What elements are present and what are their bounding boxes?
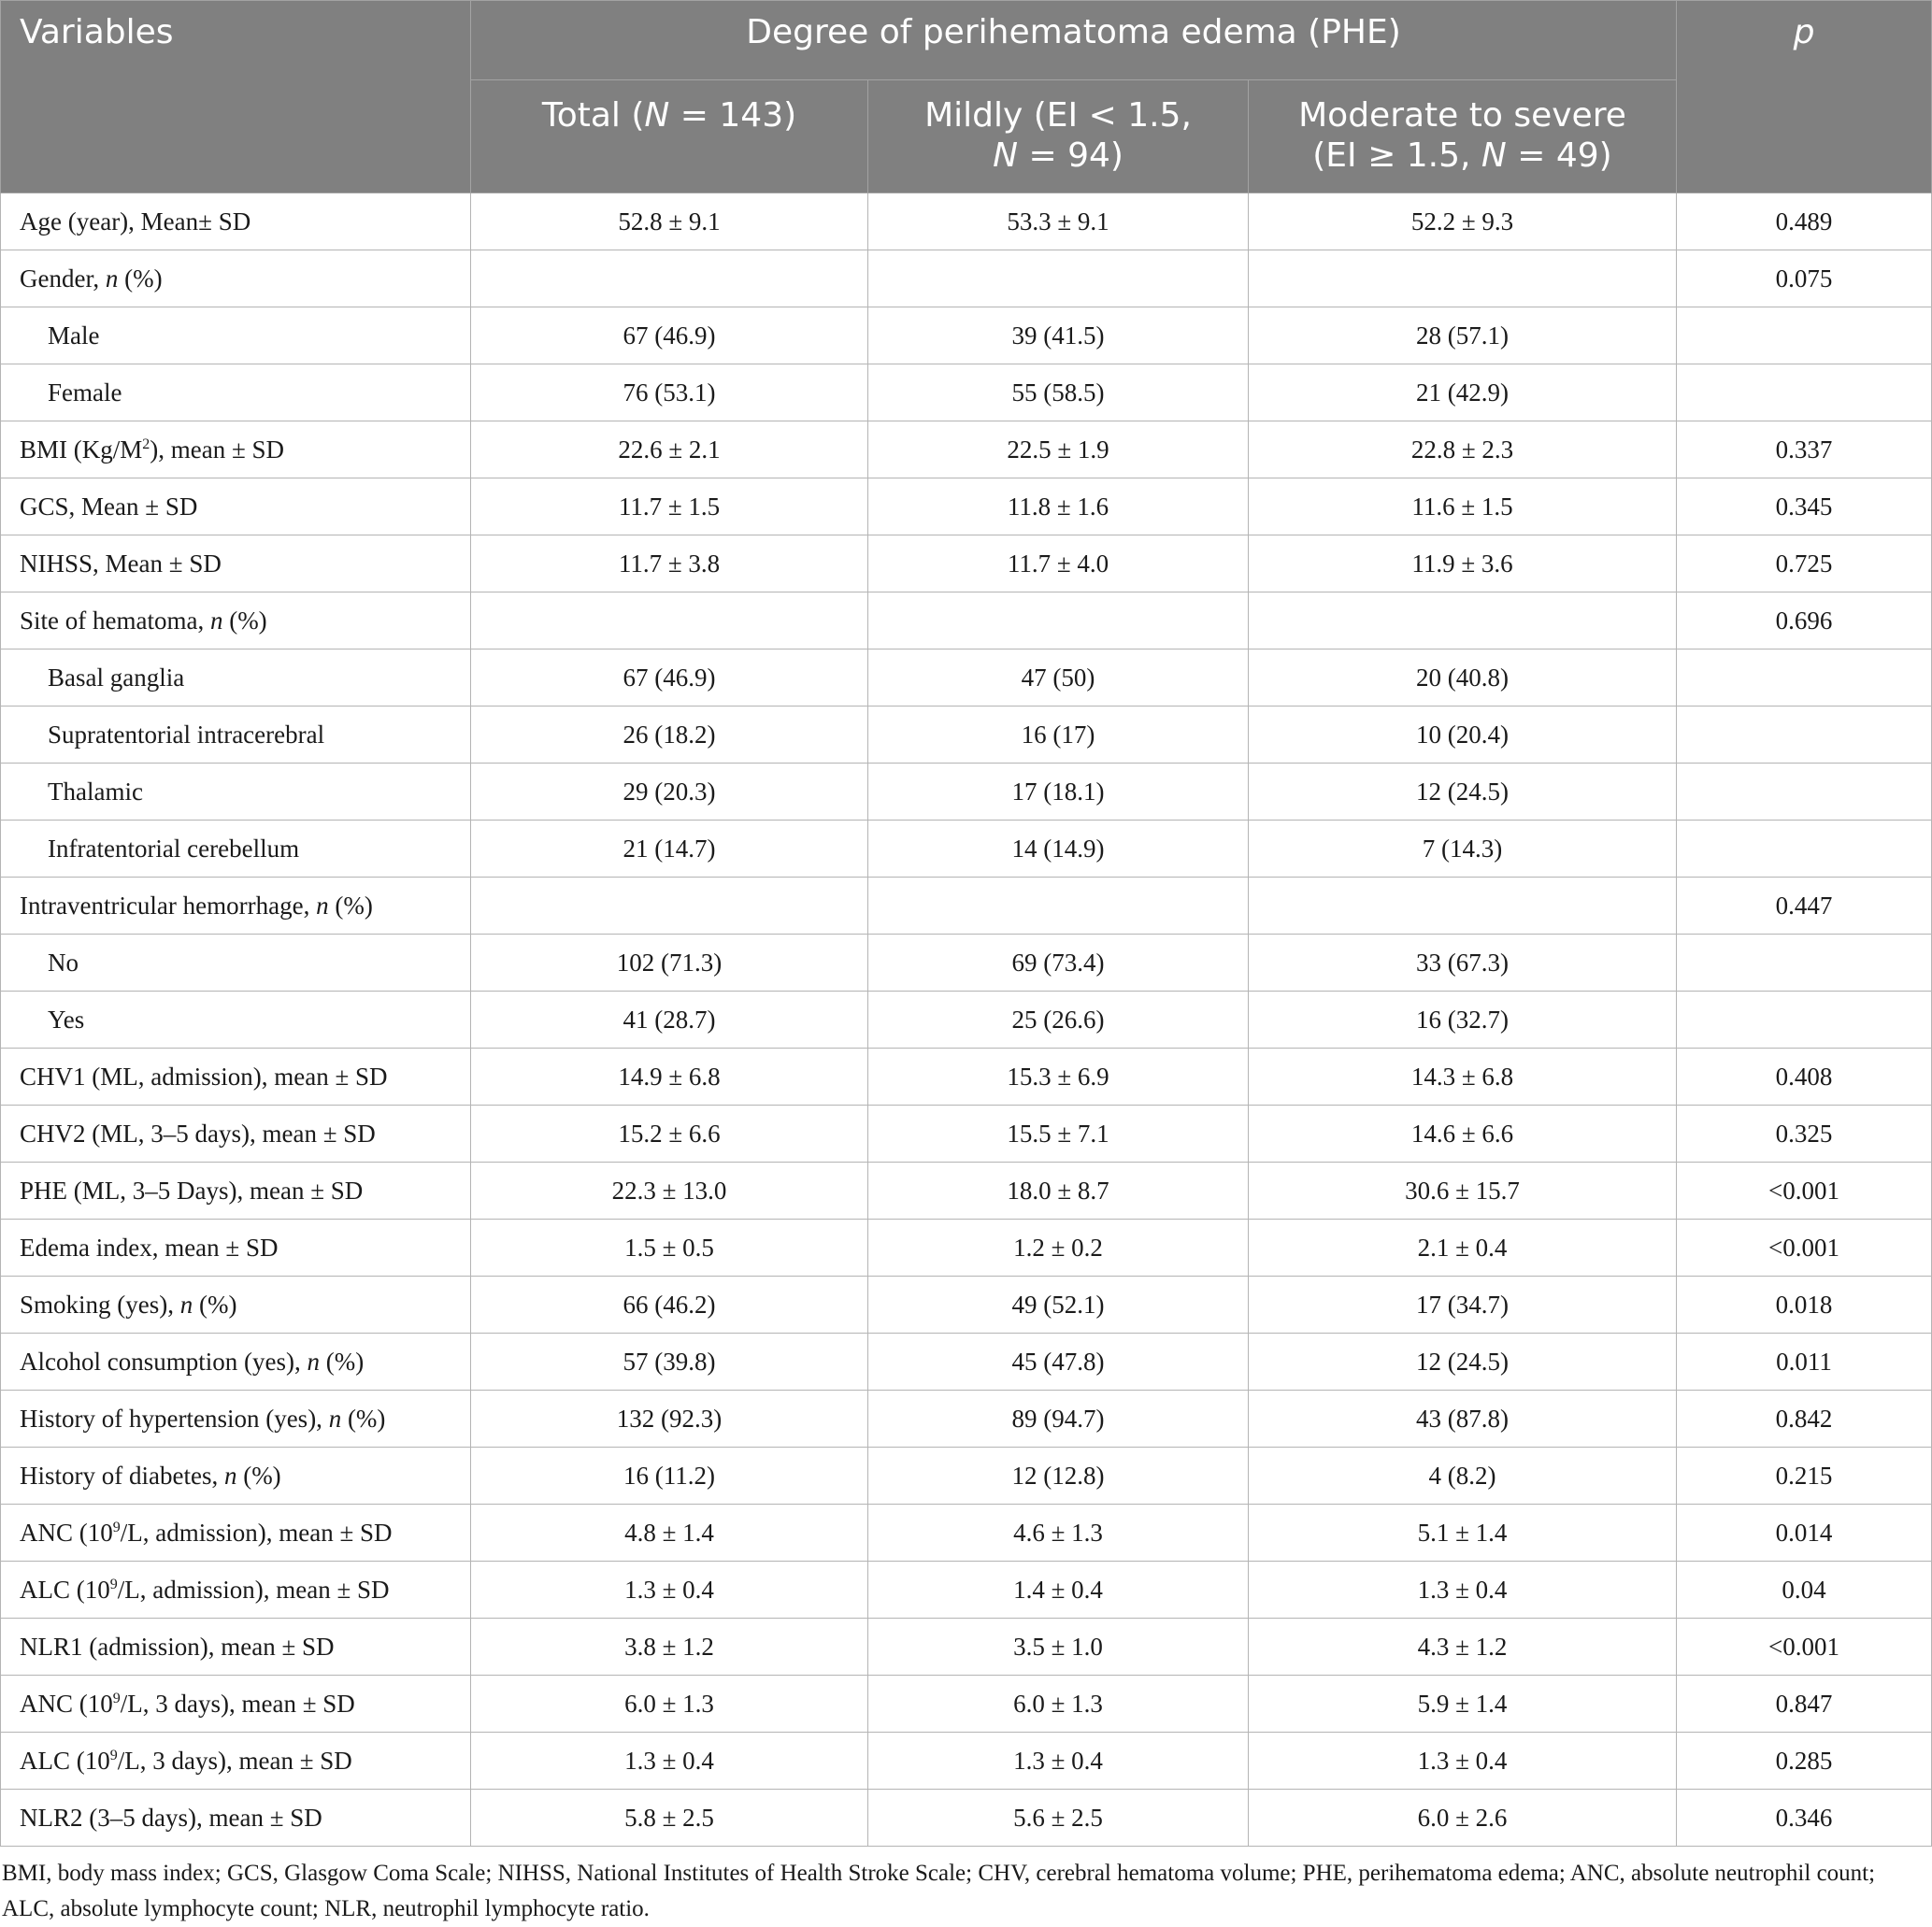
cell-p-value: <0.001 [1677,1619,1932,1676]
table-row [1,1790,1932,1847]
cell-mild [868,592,1249,649]
cell-moderate-severe: 17 (34.7) [1249,1277,1677,1334]
row-label-text: Age (year), Mean± SD [20,207,251,236]
cell-mild: 39 (41.5) [868,307,1249,364]
row-label-text: Gender, [20,264,106,293]
cell-p-value: 0.408 [1677,1049,1932,1106]
row-label-text: Smoking (yes), [20,1290,180,1319]
cell-total: 14.9 ± 6.8 [471,1049,868,1106]
row-label-italic: n [316,891,329,920]
row-label [1,707,471,764]
cell-moderate-severe: 33 (67.3) [1249,935,1677,992]
table-header [1,1,1932,193]
cell-total: 76 (53.1) [471,364,868,421]
table-row [1,764,1932,821]
row-label-text: BMI (Kg/M [20,435,143,464]
table-row [1,992,1932,1049]
table-row [1,535,1932,592]
cell-p-value: 0.847 [1677,1676,1932,1733]
cell-moderate-severe: 52.2 ± 9.3 [1249,193,1677,250]
cell-total: 102 (71.3) [471,935,868,992]
row-label [1,307,471,364]
row-label-suffix: (%) [341,1404,386,1433]
cell-moderate-severe: 20 (40.8) [1249,649,1677,707]
cell-moderate-severe: 16 (32.7) [1249,992,1677,1049]
row-label [1,193,471,250]
cell-mild: 1.4 ± 0.4 [868,1562,1249,1619]
cell-moderate-severe [1249,592,1677,649]
cell-mild: 3.5 ± 1.0 [868,1619,1249,1676]
row-label-italic: n [307,1347,320,1376]
table-row [1,1391,1932,1448]
row-label [1,764,471,821]
row-label-text: History of hypertension (yes), [20,1404,329,1433]
cell-moderate-severe: 22.8 ± 2.3 [1249,421,1677,478]
row-label-text: CHV2 (ML, 3–5 days), mean ± SD [20,1119,376,1148]
cell-p-value: 0.696 [1677,592,1932,649]
row-label [1,1562,471,1619]
table-footnote: BMI, body mass index; GCS, Glasgow Coma Scale; NIHSS, National Institutes of Health Stroke Scale; CHV, cerebral hematoma volume; PHE, perihematoma edema; ANC, absolute neutrophil count; ALC, absolute lymphocyte count; NLR, neutrophil lymphocyte ratio. [2,1861,1876,1921]
header-moderate [1249,80,1677,193]
row-label-text: Alcohol consumption (yes), [20,1347,308,1376]
cell-total: 1.3 ± 0.4 [471,1562,868,1619]
cell-mild: 17 (18.1) [868,764,1249,821]
row-label-superscript: 9 [112,1519,121,1535]
cell-p-value [1677,935,1932,992]
row-label [1,1163,471,1220]
header-mild [868,80,1249,193]
table-row [1,364,1932,421]
cell-mild: 49 (52.1) [868,1277,1249,1334]
cell-total [471,592,868,649]
cell-mild: 69 (73.4) [868,935,1249,992]
table-row [1,707,1932,764]
row-label-text: No [48,948,79,977]
cell-total: 67 (46.9) [471,649,868,707]
cell-mild: 1.2 ± 0.2 [868,1220,1249,1277]
cell-mild: 11.7 ± 4.0 [868,535,1249,592]
table-row [1,250,1932,307]
table-row [1,1220,1932,1277]
cell-mild: 25 (26.6) [868,992,1249,1049]
cell-moderate-severe: 11.9 ± 3.6 [1249,535,1677,592]
cell-moderate-severe: 30.6 ± 15.7 [1249,1163,1677,1220]
header-p-text: p [1793,13,1815,51]
row-label [1,1790,471,1847]
row-label-text: GCS, Mean ± SD [20,492,198,521]
cell-p-value: 0.345 [1677,478,1932,535]
cell-p-value: 0.346 [1677,1790,1932,1847]
row-label [1,821,471,878]
cell-p-value: <0.001 [1677,1220,1932,1277]
cell-p-value: 0.04 [1677,1562,1932,1619]
cell-moderate-severe: 2.1 ± 0.4 [1249,1220,1677,1277]
cell-moderate-severe: 11.6 ± 1.5 [1249,478,1677,535]
cell-moderate-severe: 10 (20.4) [1249,707,1677,764]
row-label-suffix: /L, admission), mean ± SD [120,1518,393,1547]
row-label-text: NIHSS, Mean ± SD [20,549,222,578]
row-label-text: Basal ganglia [48,663,185,692]
cell-p-value: 0.011 [1677,1334,1932,1391]
cell-mild: 11.8 ± 1.6 [868,478,1249,535]
row-label [1,1391,471,1448]
cell-p-value: <0.001 [1677,1163,1932,1220]
cell-total: 1.5 ± 0.5 [471,1220,868,1277]
row-label-suffix: (%) [193,1290,237,1319]
cell-moderate-severe: 14.6 ± 6.6 [1249,1106,1677,1163]
cell-total: 15.2 ± 6.6 [471,1106,868,1163]
row-label-text: PHE (ML, 3–5 Days), mean ± SD [20,1176,364,1205]
table-row [1,478,1932,535]
cell-moderate-severe: 14.3 ± 6.8 [1249,1049,1677,1106]
header-mod-line1: Moderate to severe [1298,96,1626,135]
cell-total [471,878,868,935]
cell-moderate-severe: 28 (57.1) [1249,307,1677,364]
cell-mild: 16 (17) [868,707,1249,764]
cell-total: 67 (46.9) [471,307,868,364]
cell-moderate-severe: 6.0 ± 2.6 [1249,1790,1677,1847]
table-row [1,307,1932,364]
table-row [1,1676,1932,1733]
row-label-italic: n [209,606,223,635]
header-total [471,80,868,193]
row-label-italic: n [328,1404,342,1433]
row-label-superscript: 2 [142,435,150,452]
cell-mild: 6.0 ± 1.3 [868,1676,1249,1733]
table-row [1,1562,1932,1619]
cell-total: 66 (46.2) [471,1277,868,1334]
row-label-suffix: (%) [236,1461,281,1490]
cell-total: 132 (92.3) [471,1391,868,1448]
row-label-suffix: /L, 3 days), mean ± SD [120,1689,355,1718]
cell-mild: 1.3 ± 0.4 [868,1733,1249,1790]
table-row [1,649,1932,707]
cell-total: 11.7 ± 1.5 [471,478,868,535]
cell-p-value: 0.325 [1677,1106,1932,1163]
row-label-text: Yes [48,1005,85,1034]
row-label [1,1334,471,1391]
row-label [1,250,471,307]
row-label-text: Site of hematoma, [20,606,210,635]
table-row [1,935,1932,992]
row-label-superscript: 9 [112,1690,121,1706]
table-row [1,1619,1932,1676]
row-label-superscript: 9 [109,1747,118,1763]
header-mod-post: = 49) [1506,136,1612,175]
cell-total: 29 (20.3) [471,764,868,821]
row-label-text: Female [48,378,122,407]
cell-mild: 18.0 ± 8.7 [868,1163,1249,1220]
cell-mild: 53.3 ± 9.1 [868,193,1249,250]
table-row [1,1505,1932,1562]
cell-moderate-severe: 43 (87.8) [1249,1391,1677,1448]
cell-p-value [1677,707,1932,764]
table-row [1,1448,1932,1505]
row-label-suffix: (%) [328,891,373,920]
cell-moderate-severe [1249,878,1677,935]
cell-mild: 14 (14.9) [868,821,1249,878]
cell-mild: 15.3 ± 6.9 [868,1049,1249,1106]
cell-mild: 15.5 ± 7.1 [868,1106,1249,1163]
cell-total: 57 (39.8) [471,1334,868,1391]
row-label-superscript: 9 [109,1576,118,1592]
cell-moderate-severe: 4 (8.2) [1249,1448,1677,1505]
cell-moderate-severe: 5.9 ± 1.4 [1249,1676,1677,1733]
cell-mild: 4.6 ± 1.3 [868,1505,1249,1562]
table-row [1,592,1932,649]
table-row [1,1277,1932,1334]
cell-p-value [1677,649,1932,707]
cell-mild: 12 (12.8) [868,1448,1249,1505]
header-mild-post: = 94) [1018,136,1123,175]
row-label [1,364,471,421]
table-row [1,878,1932,935]
cell-mild: 22.5 ± 1.9 [868,421,1249,478]
row-label-text: Male [48,321,100,350]
row-label [1,878,471,935]
table-row [1,1049,1932,1106]
cell-p-value: 0.725 [1677,535,1932,592]
row-label [1,1049,471,1106]
table-row [1,1163,1932,1220]
row-label-text: ALC (10 [20,1575,110,1604]
header-mod-line2-pre: (EI ≥ 1.5, [1312,136,1481,175]
row-label [1,478,471,535]
row-label [1,1676,471,1733]
row-label [1,1505,471,1562]
cell-p-value: 0.285 [1677,1733,1932,1790]
row-label-text: NLR2 (3–5 days), mean ± SD [20,1803,322,1832]
cell-moderate-severe [1249,250,1677,307]
row-label [1,649,471,707]
row-label [1,1733,471,1790]
table-row [1,1106,1932,1163]
row-label-text: Edema index, mean ± SD [20,1233,279,1262]
cell-moderate-severe: 5.1 ± 1.4 [1249,1505,1677,1562]
cell-total: 6.0 ± 1.3 [471,1676,868,1733]
row-label-text: CHV1 (ML, admission), mean ± SD [20,1062,388,1091]
header-variables: Variables [1,1,471,193]
row-label [1,592,471,649]
cell-mild: 55 (58.5) [868,364,1249,421]
row-label-text: Thalamic [48,777,143,806]
cell-p-value [1677,764,1932,821]
cell-total: 11.7 ± 3.8 [471,535,868,592]
cell-moderate-severe: 12 (24.5) [1249,764,1677,821]
row-label-text: ALC (10 [20,1746,110,1775]
cell-total: 3.8 ± 1.2 [471,1619,868,1676]
cell-total: 5.8 ± 2.5 [471,1790,868,1847]
row-label-suffix: ), mean ± SD [150,435,285,464]
cell-mild: 47 (50) [868,649,1249,707]
row-label-suffix: (%) [319,1347,365,1376]
header-p [1677,1,1932,193]
cell-p-value [1677,992,1932,1049]
row-label-text: ANC (10 [20,1518,113,1547]
cell-mild: 45 (47.8) [868,1334,1249,1391]
row-label [1,535,471,592]
row-label [1,992,471,1049]
row-label-italic: n [179,1290,193,1319]
cell-p-value: 0.337 [1677,421,1932,478]
cell-p-value: 0.447 [1677,878,1932,935]
cell-total: 26 (18.2) [471,707,868,764]
cell-mild: 5.6 ± 2.5 [868,1790,1249,1847]
header-total-n: N [644,96,670,135]
header-mild-line1: Mildly (EI < 1.5, [924,96,1192,135]
cell-total: 52.8 ± 9.1 [471,193,868,250]
header-mild-n: N [993,136,1019,175]
cell-total: 1.3 ± 0.4 [471,1733,868,1790]
header-group: Degree of perihematoma edema (PHE) [471,1,1677,80]
row-label-italic: n [223,1461,237,1490]
table-row [1,821,1932,878]
row-label-italic: n [105,264,119,293]
cell-total: 21 (14.7) [471,821,868,878]
cell-mild [868,878,1249,935]
row-label-text: History of diabetes, [20,1461,224,1490]
row-label-suffix: /L, admission), mean ± SD [117,1575,390,1604]
cell-p-value: 0.018 [1677,1277,1932,1334]
cell-moderate-severe: 4.3 ± 1.2 [1249,1619,1677,1676]
cell-p-value: 0.075 [1677,250,1932,307]
cell-moderate-severe: 7 (14.3) [1249,821,1677,878]
cell-p-value [1677,307,1932,364]
cell-total: 41 (28.7) [471,992,868,1049]
table-row [1,421,1932,478]
cell-mild [868,250,1249,307]
cell-total: 4.8 ± 1.4 [471,1505,868,1562]
table-body [1,193,1932,1847]
table-row [1,193,1932,250]
cell-p-value [1677,364,1932,421]
row-label-text: ANC (10 [20,1689,113,1718]
table-row [1,1334,1932,1391]
cell-p-value: 0.842 [1677,1391,1932,1448]
cell-p-value: 0.489 [1677,193,1932,250]
row-label [1,421,471,478]
table-row [1,1733,1932,1790]
cell-p-value [1677,821,1932,878]
header-mod-n: N [1481,136,1507,175]
row-label-text: Supratentorial intracerebral [48,720,325,749]
row-label-suffix: (%) [222,606,267,635]
cell-total: 22.3 ± 13.0 [471,1163,868,1220]
cell-p-value: 0.215 [1677,1448,1932,1505]
header-total-post: = 143) [669,96,797,135]
cell-moderate-severe: 21 (42.9) [1249,364,1677,421]
cell-moderate-severe: 1.3 ± 0.4 [1249,1733,1677,1790]
row-label-suffix: (%) [118,264,163,293]
cell-moderate-severe: 12 (24.5) [1249,1334,1677,1391]
cell-total: 16 (11.2) [471,1448,868,1505]
row-label [1,1448,471,1505]
row-label-text: Infratentorial cerebellum [48,834,300,863]
row-label [1,1106,471,1163]
row-label [1,935,471,992]
row-label-suffix: /L, 3 days), mean ± SD [117,1746,352,1775]
cell-mild: 89 (94.7) [868,1391,1249,1448]
row-label [1,1619,471,1676]
header-total-pre: Total ( [541,96,645,135]
row-label [1,1220,471,1277]
cell-moderate-severe: 1.3 ± 0.4 [1249,1562,1677,1619]
row-label-text: NLR1 (admission), mean ± SD [20,1632,335,1661]
cell-total [471,250,868,307]
row-label [1,1277,471,1334]
cell-p-value: 0.014 [1677,1505,1932,1562]
row-label-text: Intraventricular hemorrhage, [20,891,317,920]
cell-total: 22.6 ± 2.1 [471,421,868,478]
